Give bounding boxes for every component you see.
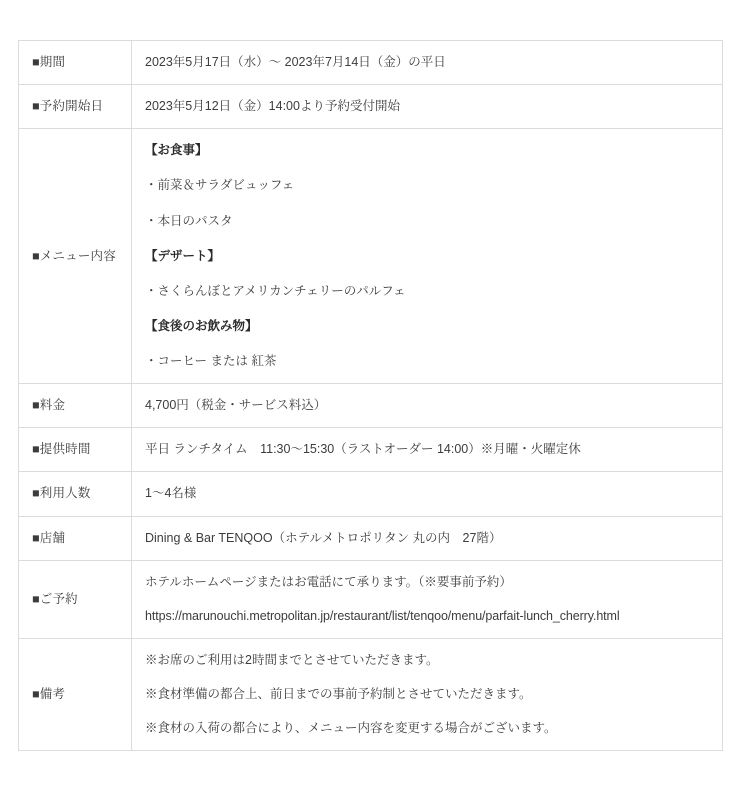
row-value [132, 428, 723, 472]
value-line: ホテルホームページまたはお電話にて承ります。（※要事前予約） [145, 574, 512, 589]
row-label [19, 129, 132, 384]
menu-item: ・さくらんぼとアメリカンチェリーのパルフェ [145, 283, 406, 298]
table-row [19, 384, 723, 428]
row-value [132, 41, 723, 85]
table-body [19, 41, 723, 751]
table-row [19, 638, 723, 750]
row-label [19, 516, 132, 560]
row-value [132, 516, 723, 560]
row-label-text: ■利用人数 [32, 486, 91, 501]
menu-section-heading: 【デザート】 [145, 248, 221, 263]
row-label-text: ■料金 [32, 398, 66, 413]
row-value [132, 129, 723, 384]
row-label-text: ■期間 [32, 55, 66, 69]
table-row [19, 560, 723, 638]
row-value [132, 472, 723, 516]
note-line: ※食材準備の都合上、前日までの事前予約制とさせていただきます。 [145, 687, 532, 701]
value-line: 1～4名様 [145, 486, 197, 501]
menu-item: ・本日のパスタ [145, 213, 233, 228]
row-label-text: ■備考 [32, 687, 66, 701]
row-label [19, 41, 132, 85]
value-line: 2023年5月12日（金）14:00より予約受付開始 [145, 99, 400, 114]
plan-details-table [18, 40, 723, 751]
table-row [19, 129, 723, 384]
row-label-text: ■店舗 [32, 530, 66, 545]
row-label [19, 428, 132, 472]
value-line: Dining & Bar TENQOO（ホテルメトロポリタン 丸の内 27階） [145, 530, 502, 545]
table-row [19, 472, 723, 516]
reservation-url[interactable]: https://marunouchi.metropolitan.jp/restaurant/list/tenqoo/menu/parfait-lunch_cherry.html [145, 608, 620, 623]
row-label [19, 638, 132, 750]
value-line: 4,700円（税金・サービス料込） [145, 398, 327, 413]
row-label-text: ■メニュー内容 [32, 248, 116, 263]
note-line: ※食材の入荷の都合により、メニュー内容を変更する場合がございます。 [145, 721, 557, 736]
menu-section-heading: 【お食事】 [145, 143, 208, 158]
row-value [132, 638, 723, 750]
row-label-text: ■予約開始日 [32, 99, 104, 114]
menu-section-heading: 【食後のお飲み物】 [145, 318, 258, 333]
value-line: 2023年5月17日（水）～ 2023年7月14日（金）の平日 [145, 55, 446, 69]
row-label [19, 384, 132, 428]
value-line: 平日 ランチタイム 11:30～15:30（ラストオーダー 14:00）※月曜・火曜定休 [145, 442, 581, 457]
row-value [132, 85, 723, 129]
row-value [132, 560, 723, 638]
table-row [19, 85, 723, 129]
row-label [19, 472, 132, 516]
menu-item: ・前菜＆サラダビュッフェ [145, 178, 295, 193]
menu-item: ・コーヒー または 紅茶 [145, 354, 277, 368]
row-label-text: ■ご予約 [32, 591, 78, 606]
note-line: ※お席のご利用は2時間までとさせていただきます。 [145, 652, 439, 667]
row-label [19, 85, 132, 129]
table-row [19, 516, 723, 560]
row-label [19, 560, 132, 638]
table-row [19, 428, 723, 472]
row-value [132, 384, 723, 428]
row-label-text: ■提供時間 [32, 442, 91, 457]
table-row [19, 41, 723, 85]
